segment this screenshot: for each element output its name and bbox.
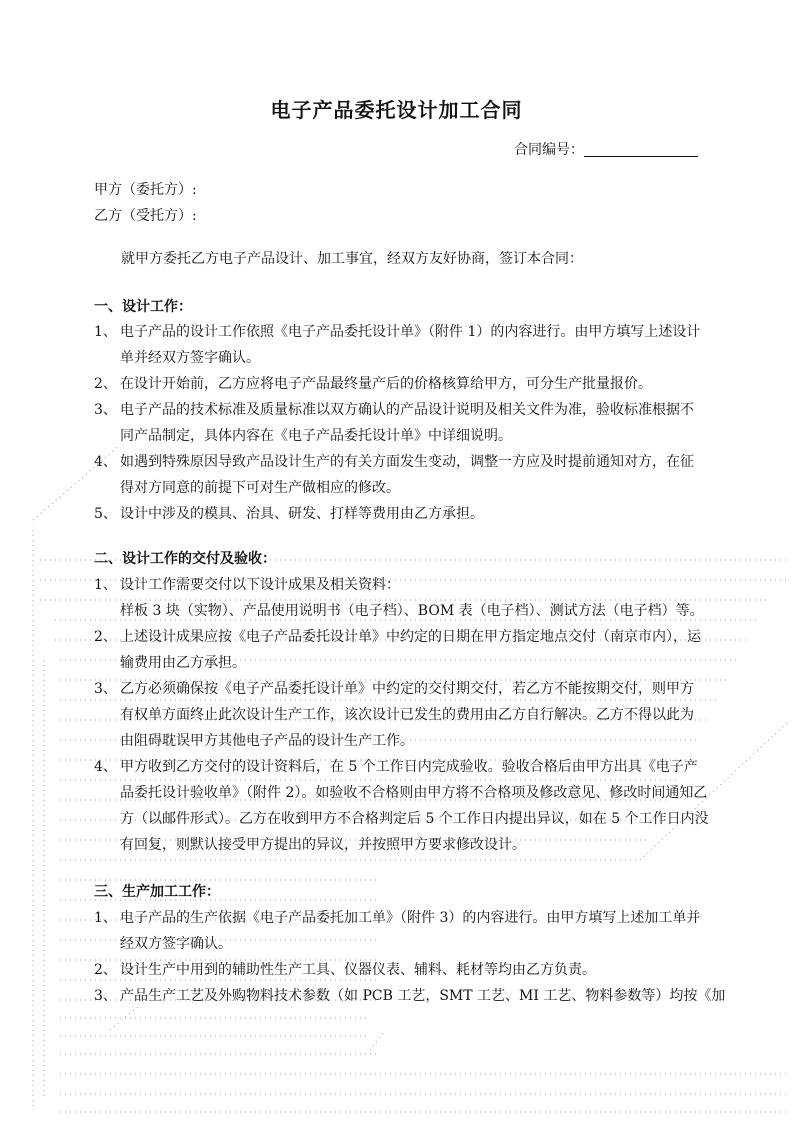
clause-1-3: 3、 电子产品的技术标准及质量标准以双方确认的产品设计说明及相关文件为准，验收标准根据不 <box>94 402 694 418</box>
clause-1-5: 5、 设计中涉及的模具、治具、研发、打样等费用由乙方承担。 <box>94 506 484 522</box>
contract-number-label: 合同编号： <box>514 142 584 158</box>
section-3-heading: 三、生产加工工作： <box>94 884 220 900</box>
clause-1-4-cont: 得对方同意的前提下可对生产做相应的修改。 <box>120 480 400 496</box>
clause-2-1: 1、 设计工作需要交付以下设计成果及相关资料： <box>94 577 400 593</box>
clause-2-3-cont2: 由阻碍耽误甲方其他电子产品的设计生产工作。 <box>120 733 414 749</box>
intro-paragraph: 就甲方委托乙方电子产品设计、加工事宜，经双方友好协商，签订本合同： <box>121 251 583 267</box>
clause-2-4-cont: 品委托设计验收单》（附件 2）。如验收不合格则由甲方将不合格项及修改意见、修改时间通知乙 <box>120 785 708 801</box>
clause-2-3: 3、 乙方必须确保按《电子产品委托设计单》中约定的交付期交付，若乙方不能按期交付，则甲方 <box>94 681 694 697</box>
clause-1-2: 2、 在设计开始前，乙方应将电子产品最终量产后的价格核算给甲方，可分生产批量报价。 <box>94 376 652 392</box>
clause-2-2: 2、 上述设计成果应按《电子产品委托设计单》中约定的日期在甲方指定地点交付（南京市内），运 <box>94 629 701 645</box>
clause-2-2-cont: 输费用由乙方承担。 <box>120 655 246 671</box>
clause-2-1-cont: 样板 3 块（实物）、产品使用说明书（电子档）、BOM 表（电子档）、测试方法（电子档）等。 <box>120 603 704 619</box>
clause-2-4-cont3: 有回复，则默认接受甲方提出的异议，并按照甲方要求修改设计。 <box>120 837 526 853</box>
clause-1-1: 1、 电子产品的设计工作依照《电子产品委托设计单》（附件 1）的内容进行。由甲方填写上述设计 <box>94 324 701 340</box>
party-a-label: 甲方（委托方）: <box>94 182 197 198</box>
clause-3-1-cont: 经双方签字确认。 <box>120 936 232 952</box>
clause-2-3-cont: 有权单方面终止此次设计生产工作，该次设计已发生的费用由乙方自行解决。乙方不得以此为 <box>120 707 694 723</box>
clause-3-1: 1、 电子产品的生产依据《电子产品委托加工单》（附件 3）的内容进行。由甲方填写上述加工单并 <box>94 910 701 926</box>
contract-number-blank <box>584 156 698 157</box>
clause-1-1-cont: 单并经双方签字确认。 <box>120 350 260 366</box>
clause-2-4: 4、 甲方收到乙方交付的设计资料后，在 5 个工作日内完成验收。验收合格后由甲方出具《电子产 <box>94 759 698 775</box>
contract-number <box>514 140 584 160</box>
document-title: 电子产品委托设计加工合同 <box>270 98 523 122</box>
section-1-heading: 一、设计工作： <box>94 299 192 315</box>
clause-3-3: 3、 产品生产工艺及外购物料技术参数（如 PCB 工艺，SMT 工艺、MI 工艺、物料参数等）均按《加 <box>94 988 726 1004</box>
clause-2-4-cont2: 方（以邮件形式）。乙方在收到甲方不合格判定后 5 个工作日内提出异议，如在 5 个工作日内没 <box>120 811 709 827</box>
clause-1-4: 4、 如遇到特殊原因导致产品设计生产的有关方面发生变动，调整一方应及时提前通知对方，在征 <box>94 454 694 470</box>
clause-3-2: 2、 设计生产中用到的辅助性生产工具、仪器仪表、辅料、耗材等均由乙方负责。 <box>94 962 596 978</box>
clause-1-3-cont: 同产品制定，具体内容在《电子产品委托设计单》中详细说明。 <box>120 428 512 444</box>
section-2-heading: 二、设计工作的交付及验收： <box>94 551 276 567</box>
party-b-label: 乙方（受托方）: <box>94 208 197 224</box>
